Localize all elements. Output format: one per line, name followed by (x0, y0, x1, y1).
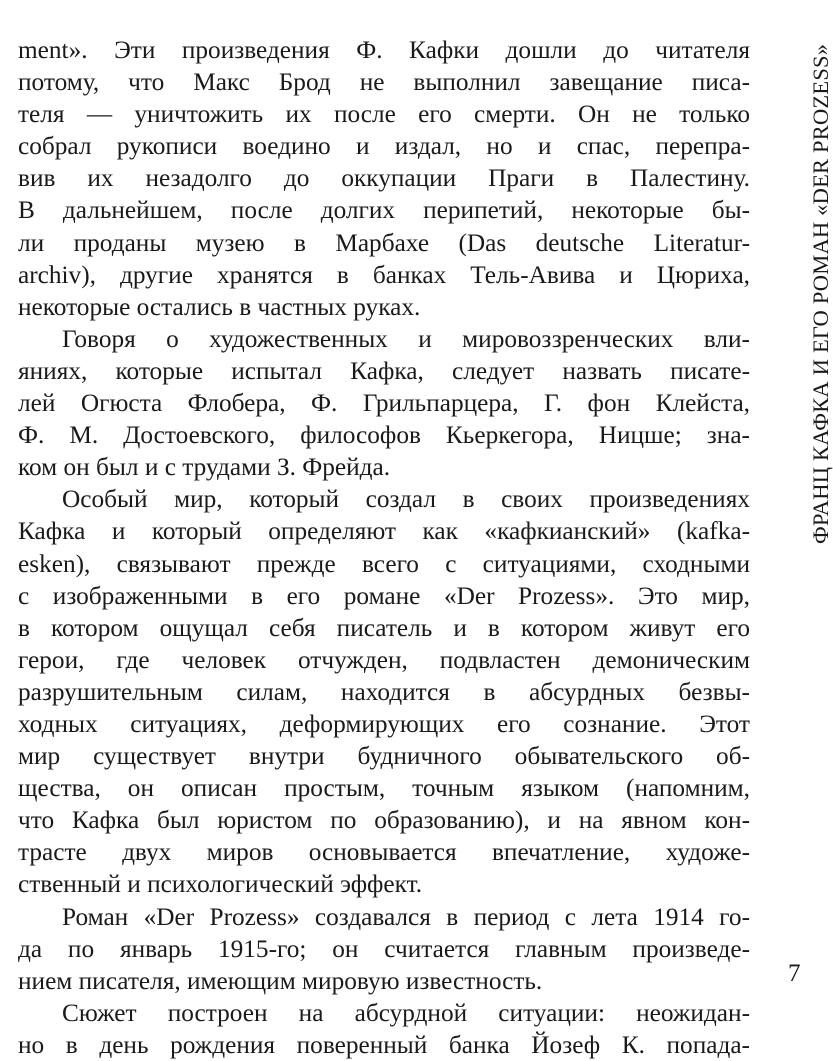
text-line: разрушительным силам, находится в абсурдных безвы- (18, 677, 750, 706)
text-line: ли проданы музею в Марбахе (Das deutsche Literatur- (18, 228, 750, 257)
text-line: лей Огюста Флобера, Ф. Грильпарцера, Г. фон Клейста, (18, 389, 750, 418)
text-line: Особый мир, который создал в своих произведениях (62, 485, 750, 514)
text-line: ком он был и с трудами З. Фрейда. (18, 453, 391, 482)
text-line: Говоря о художественных и мировоззренческих вли- (62, 324, 750, 353)
text-line: герои, где человек отчужден, подвластен демоническим (18, 645, 750, 674)
page-body (18, 34, 750, 1061)
text-line: что Кафка был юристом по образованию), и на явном кон- (18, 806, 750, 835)
text-line: потому, что Макс Брод не выполнил завещание писа- (18, 68, 750, 97)
page-number: 7 (788, 960, 801, 987)
text-line: нием писателя, имеющим мировую известность. (18, 966, 543, 995)
text-line: Ф. М. Достоевского, философов Кьеркегора, Ницше; зна- (18, 421, 750, 450)
text-line: теля — уничтожить их после его смерти. Он не только (18, 100, 750, 129)
text-line: некоторые остались в частных руках. (18, 292, 421, 321)
text-line: Сюжет построен на абсурдной ситуации: неожидан- (62, 998, 750, 1027)
text-line: трасте двух миров основывается впечатление, художе- (18, 838, 750, 867)
text-line: да по январь 1915-го; он считается главным произведе- (18, 934, 750, 963)
text-line: яниях, которые испытал Кафка, следует назвать писате- (18, 356, 750, 385)
text-line: archiv), другие хранятся в банках Тель-Авива и Цюриха, (18, 260, 750, 289)
text-line: В дальнейшем, после долгих перипетий, некоторые бы- (18, 196, 750, 225)
text-line: esken), связывают прежде всего с ситуациями, сходными (18, 549, 750, 578)
text-line: Роман «Der Prozess» создавался в период с лета 1914 го- (62, 902, 750, 931)
running-head (807, 44, 833, 604)
text-line: Кафка и который определяют как «кафкианский» (kafka- (18, 517, 750, 546)
text-line: мир существует внутри будничного обывательского об- (18, 742, 750, 771)
text-line: вив их незадолго до оккупации Праги в Палестину. (18, 164, 750, 193)
text-line: щества, он описан простым, точным языком (напомним, (18, 774, 750, 803)
text-line: ходных ситуациях, деформирующих его сознание. Этот (18, 709, 750, 738)
running-head-text: ФРАНЦ КАФКА И ЕГО РОМАН «DER PROZESS» (808, 44, 833, 545)
text-line: ment». Эти произведения Ф. Кафки дошли до читателя (18, 36, 750, 64)
text-line: в котором ощущал себя писатель и в котором живут его (18, 613, 750, 642)
text-line: ственный и психологический эффект. (18, 870, 423, 899)
text-line: но в день рождения поверенный банка Йозеф К. попада- (18, 1030, 750, 1059)
text-line: с изображенными в его романе «Der Prozess». Это мир, (18, 581, 750, 610)
text-line: собрал рукописи воедино и издал, но и спас, перепра- (18, 132, 750, 161)
